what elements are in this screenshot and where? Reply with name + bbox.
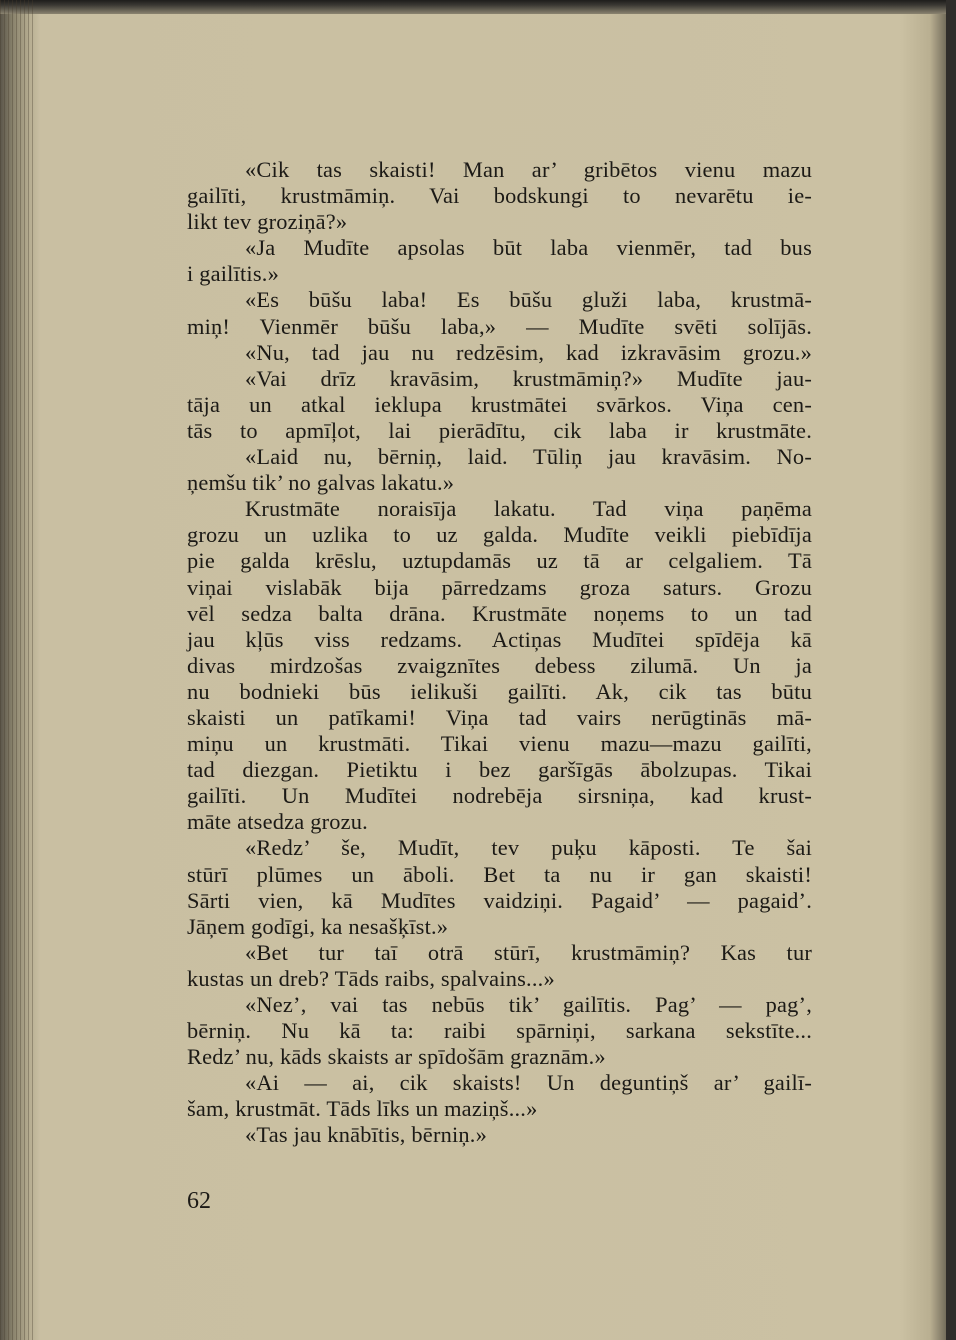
body-text xyxy=(187,157,812,1149)
text-line: skaisti un patīkami! Viņa tad vairs nerūgtinās mā- xyxy=(187,704,812,730)
text-line: stūrī plūmes un āboli. Bet ta nu ir gan skaisti! xyxy=(187,861,812,887)
text-line: viņai vislabāk bija pārredzams groza saturs. Grozu xyxy=(187,574,812,600)
text-line: grozu un uzlika to uz galda. Mudīte veikli piebīdīja xyxy=(187,522,812,548)
text-line: «Nu, tad jau nu redzēsim, kad izkravāsim grozu.» xyxy=(245,339,812,365)
text-line: likt tev groziņā?» xyxy=(187,209,348,235)
page-number: 62 xyxy=(187,1188,211,1214)
text-line: «Cik tas skaisti! Man ar’ gribētos vienu mazu xyxy=(245,157,812,182)
text-line: «Es būšu laba! Es būšu gluži laba, krustmā- xyxy=(245,287,812,313)
text-line: ņemšu tik’ no galvas lakatu.» xyxy=(187,470,455,496)
text-line: Krustmāte noraisīja lakatu. Tad viņa paņēma xyxy=(245,496,812,522)
text-line: tad diezgan. Pietiktu i bez garšīgās ābolzupas. Tikai xyxy=(187,757,812,783)
book-top-edge xyxy=(0,0,956,14)
text-line: tāja un atkal ieklupa krustmātei svārkos. Viņa cen- xyxy=(187,391,812,417)
text-line: «Redz’ še, Mudīt, tev puķu kāposti. Te šai xyxy=(245,835,812,861)
text-line: «Ja Mudīte apsolas būt laba vienmēr, tad bus xyxy=(245,235,812,261)
text-line: miņu un krustmāti. Tikai vienu mazu—mazu gailīti, xyxy=(187,731,812,757)
text-line: šam, krustmāt. Tāds līks un maziņš...» xyxy=(187,1096,538,1122)
text-line: nu bodnieki būs ielikuši gailīti. Ak, cik tas būtu xyxy=(187,678,812,704)
text-line: i gailītis.» xyxy=(187,261,279,287)
text-line: divas mirdzošas zvaigznītes debess zilumā. Un ja xyxy=(187,652,812,678)
text-line: Redz’ nu, kāds skaists ar spīdošām graznām.» xyxy=(187,1044,606,1070)
book-right-edge xyxy=(946,0,956,1340)
text-line: «Nez’, vai tas nebūs tik’ gailītis. Pag’ — pag’, xyxy=(245,992,812,1017)
text-line: gailīti, krustmāmiņ. Vai bodskungi to nevarētu ie- xyxy=(187,183,812,209)
text-line: miņ! Vienmēr būšu laba,» — Mudīte svēti solījās. xyxy=(187,313,812,339)
text-line: «Vai drīz kravāsim, krustmāmiņ?» Mudīte jau- xyxy=(245,365,812,391)
text-line: Sārti vien, kā Mudītes vaidziņi. Pagaid’ — pagaid’. xyxy=(187,887,812,913)
text-line: tās to apmīļot, lai pierādītu, cik laba ir krustmāte. xyxy=(187,417,812,443)
text-line: Jāņem godīgi, ka nesašķīst.» xyxy=(187,913,449,939)
text-line: «Ai — ai, cik skaists! Un deguntiņš ar’ gailī- xyxy=(245,1070,812,1096)
text-line: «Tas jau knābītis, bērniņ.» xyxy=(245,1122,487,1148)
text-line: bērniņ. Nu kā ta: raibi spārniņi, sarkana sekstīte... xyxy=(187,1018,812,1044)
text-line: «Laid nu, bērniņ, laid. Tūliņ jau kravāsim. No- xyxy=(245,444,812,470)
text-line: jau kļūs viss redzams. Actiņas Mudītei spīdēja kā xyxy=(187,626,812,652)
page-stack-edge xyxy=(0,0,36,1340)
text-line: «Bet tur taī otrā stūrī, krustmāmiņ? Kas tur xyxy=(245,939,812,965)
text-line: māte atsedza grozu. xyxy=(187,809,368,835)
text-line: kustas un dreb? Tāds raibs, spalvains...» xyxy=(187,965,555,991)
text-line: pie galda krēslu, uztupdamās uz tā ar celgaliem. Tā xyxy=(187,548,812,574)
text-line: vēl sedza balta drāna. Krustmāte noņems to un tad xyxy=(187,600,812,626)
text-line: gailīti. Un Mudītei nodrebēja sirsniņa, kad krust- xyxy=(187,783,812,809)
